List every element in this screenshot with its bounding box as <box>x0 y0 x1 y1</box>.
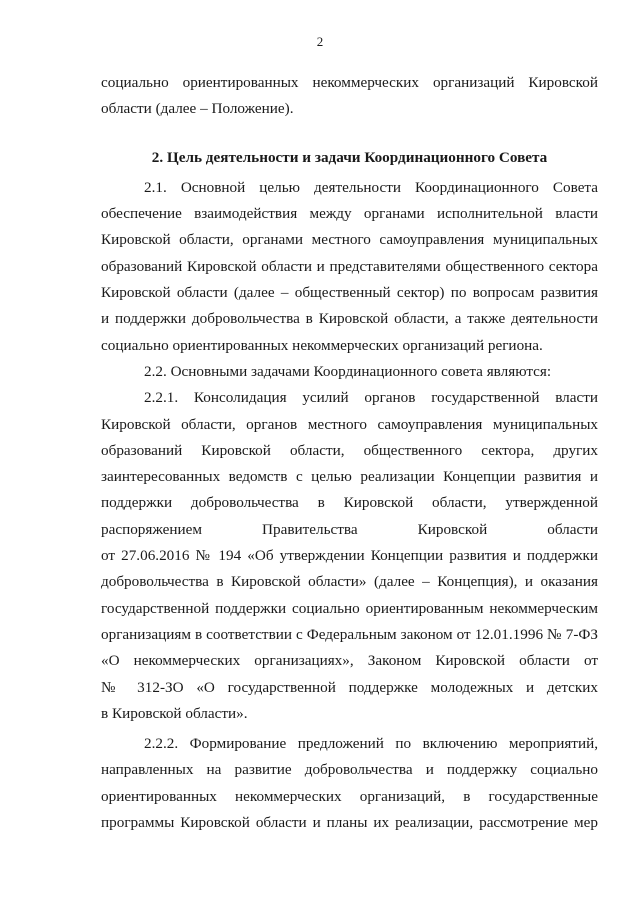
paragraph-2-1-line-6: и поддержки добровольчества в Кировской области, а также деятельности <box>101 310 598 328</box>
intro-line-1: социально ориентированных некоммерческих организаций Кировской <box>101 74 598 91</box>
paragraph-2-1-line-5: Кировской области (далее – общественный сектор) по вопросам развития <box>101 284 598 302</box>
paragraph-2-2-1-line-4: заинтересованных ведомств с целью реализации Концепции развития и <box>101 468 598 486</box>
paragraph-2-2-1-line-10: организациям в соответствии с Федеральным законом от 12.01.1996 № 7-ФЗ <box>101 625 598 643</box>
paragraph-2-2-2-line-4: программы Кировской области и планы их реализации, рассмотрение мер <box>101 814 598 832</box>
paragraph-2-2-1-line-7: от 27.06.2016 № 194 «Об утверждении Концепции развития и поддержки <box>101 547 598 565</box>
section-heading: 2. Цель деятельности и задачи Координационного Совета <box>151 148 548 166</box>
page-number: 2 <box>316 34 324 49</box>
paragraph-2-2-1-line-2: Кировской области, органов местного самоуправления муниципальных <box>101 415 598 433</box>
paragraph-2-2-1-line-5: поддержки добровольчества в Кировской области, утвержденной <box>101 494 598 512</box>
paragraph-2-2-1-line-3: образований Кировской области, общественного сектора, других <box>101 441 598 459</box>
paragraph-2-1-line-2: обеспечение взаимодействия между органами исполнительной власти <box>101 205 598 223</box>
paragraph-2-2-1-line-12: № 312-ЗО «О государственной поддержке молодежных и детских <box>101 678 598 696</box>
paragraph-2-2-2-line-3: ориентированных некоммерческих организаций, в государственные <box>101 787 598 805</box>
paragraph-2-2-1-line-6: распоряжением Правительства Кировской области <box>101 520 598 538</box>
paragraph-2-2-1-line-9: государственной поддержки социально ориентированным некоммерческим <box>101 599 598 617</box>
paragraph-2-2-1-line-11: «О некоммерческих организациях», Законом Кировской области от <box>101 652 598 670</box>
paragraph-2-2-2-line-2: направленных на развитие добровольчества и поддержку социально <box>101 761 598 779</box>
paragraph-2-2-1-line-1: 2.2.1. Консолидация усилий органов государственной власти <box>144 389 598 407</box>
document-body <box>101 70 598 836</box>
paragraph-2-1-line-4: образований Кировской области и представителями общественного сектора <box>101 257 598 275</box>
intro-line-2: области (далее – Положение). <box>101 100 294 118</box>
paragraph-2-2-line-1: 2.2. Основными задачами Координационного совета являются: <box>144 362 552 380</box>
paragraph-2-2-1-line-8: добровольчества в Кировской области» (далее – Концепция), и оказания <box>101 573 598 591</box>
paragraph-2-1-line-1: 2.1. Основной целью деятельности Координационного Совета <box>144 178 598 196</box>
paragraph-2-2-2-line-1: 2.2.2. Формирование предложений по включению мероприятий, <box>144 735 598 753</box>
spacer <box>101 123 598 145</box>
paragraph-2-1-line-3: Кировской области, органами местного самоуправления муниципальных <box>101 231 598 249</box>
paragraph-2-1-line-7: социально ориентированных некоммерческих организаций региона. <box>101 336 543 354</box>
paragraph-2-2-1-line-13: в Кировской области». <box>101 704 248 722</box>
